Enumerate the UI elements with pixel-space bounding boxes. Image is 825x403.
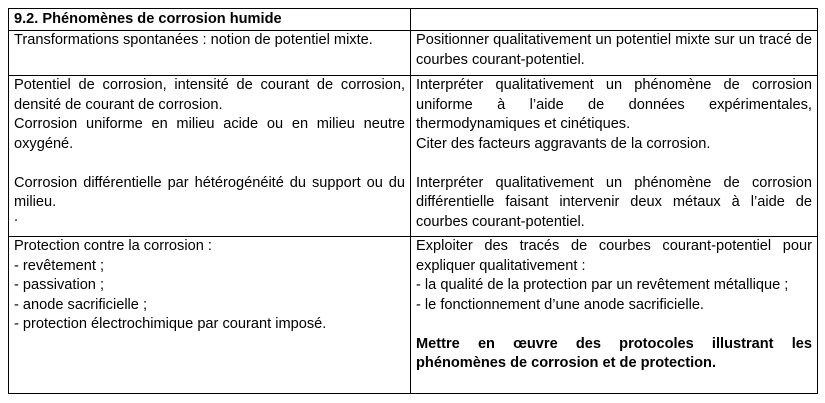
notion-text: Corrosion uniforme en milieu acide ou en milieu neutre oxygéné. (14, 116, 405, 152)
section-title: 9.2. Phénomènes de corrosion humide (9, 9, 411, 31)
capacite-text: Citer des facteurs aggravants de la corrosion. (416, 135, 711, 152)
capacites-cell (411, 237, 818, 394)
notions-cell (9, 31, 411, 76)
table-row (9, 31, 818, 76)
paragraph-spacer (14, 154, 405, 174)
capacite-list-item: - la qualité de la protection par un revêtement métallique ; (416, 277, 789, 293)
notion-text: Protection contre la corrosion : (14, 238, 212, 254)
notion-text: Potentiel de corrosion, intensité de courant de corrosion, densité de courant de corrosion. (14, 77, 405, 113)
capacite-list-item: - le fonctionnement d’une anode sacrificielle. (416, 296, 704, 313)
notion-list-item: - anode sacrificielle ; (14, 296, 148, 313)
capacite-text: Exploiter des tracés de courbes courant-potentiel pour expliquer qualitativement : (416, 238, 812, 274)
table-row (9, 76, 818, 237)
program-table (8, 8, 818, 394)
capacites-cell (411, 31, 818, 76)
section-title-empty-cell (411, 9, 818, 31)
table-header-row (9, 9, 818, 31)
notion-list-item: - revêtement ; (14, 257, 105, 274)
notion-list-item: - protection électrochimique par courant imposé. (14, 316, 327, 332)
table-row (9, 237, 818, 394)
capacite-text: Positionner qualitativement un potentiel mixte sur un tracé de courbes courant-potentiel. (416, 32, 812, 68)
notions-cell (9, 237, 411, 394)
emphasis-text: Mettre en œuvre des protocoles illustrant les phénomènes de corrosion et de protection. (416, 335, 812, 371)
paragraph-spacer (416, 315, 812, 335)
capacites-cell (411, 76, 818, 237)
paragraph-spacer (416, 154, 812, 174)
notion-text: Transformations spontanées : notion de potentiel mixte. (14, 32, 373, 48)
notion-list-item: - passivation ; (14, 277, 105, 293)
capacite-text: Interpréter qualitativement un phénomène de corrosion uniforme à l’aide de données expérimentales, thermodynamiques et cinétiques. (416, 77, 812, 132)
capacite-text: Interpréter qualitativement un phénomène de corrosion différentielle faisant intervenir deux métaux à l’aide de courbes courant-potentiel. (416, 174, 812, 230)
notions-cell (9, 76, 411, 237)
stray-dot: . (14, 208, 19, 225)
notion-text: Corrosion différentielle par hétérogénéité du support ou du milieu. (14, 174, 405, 210)
